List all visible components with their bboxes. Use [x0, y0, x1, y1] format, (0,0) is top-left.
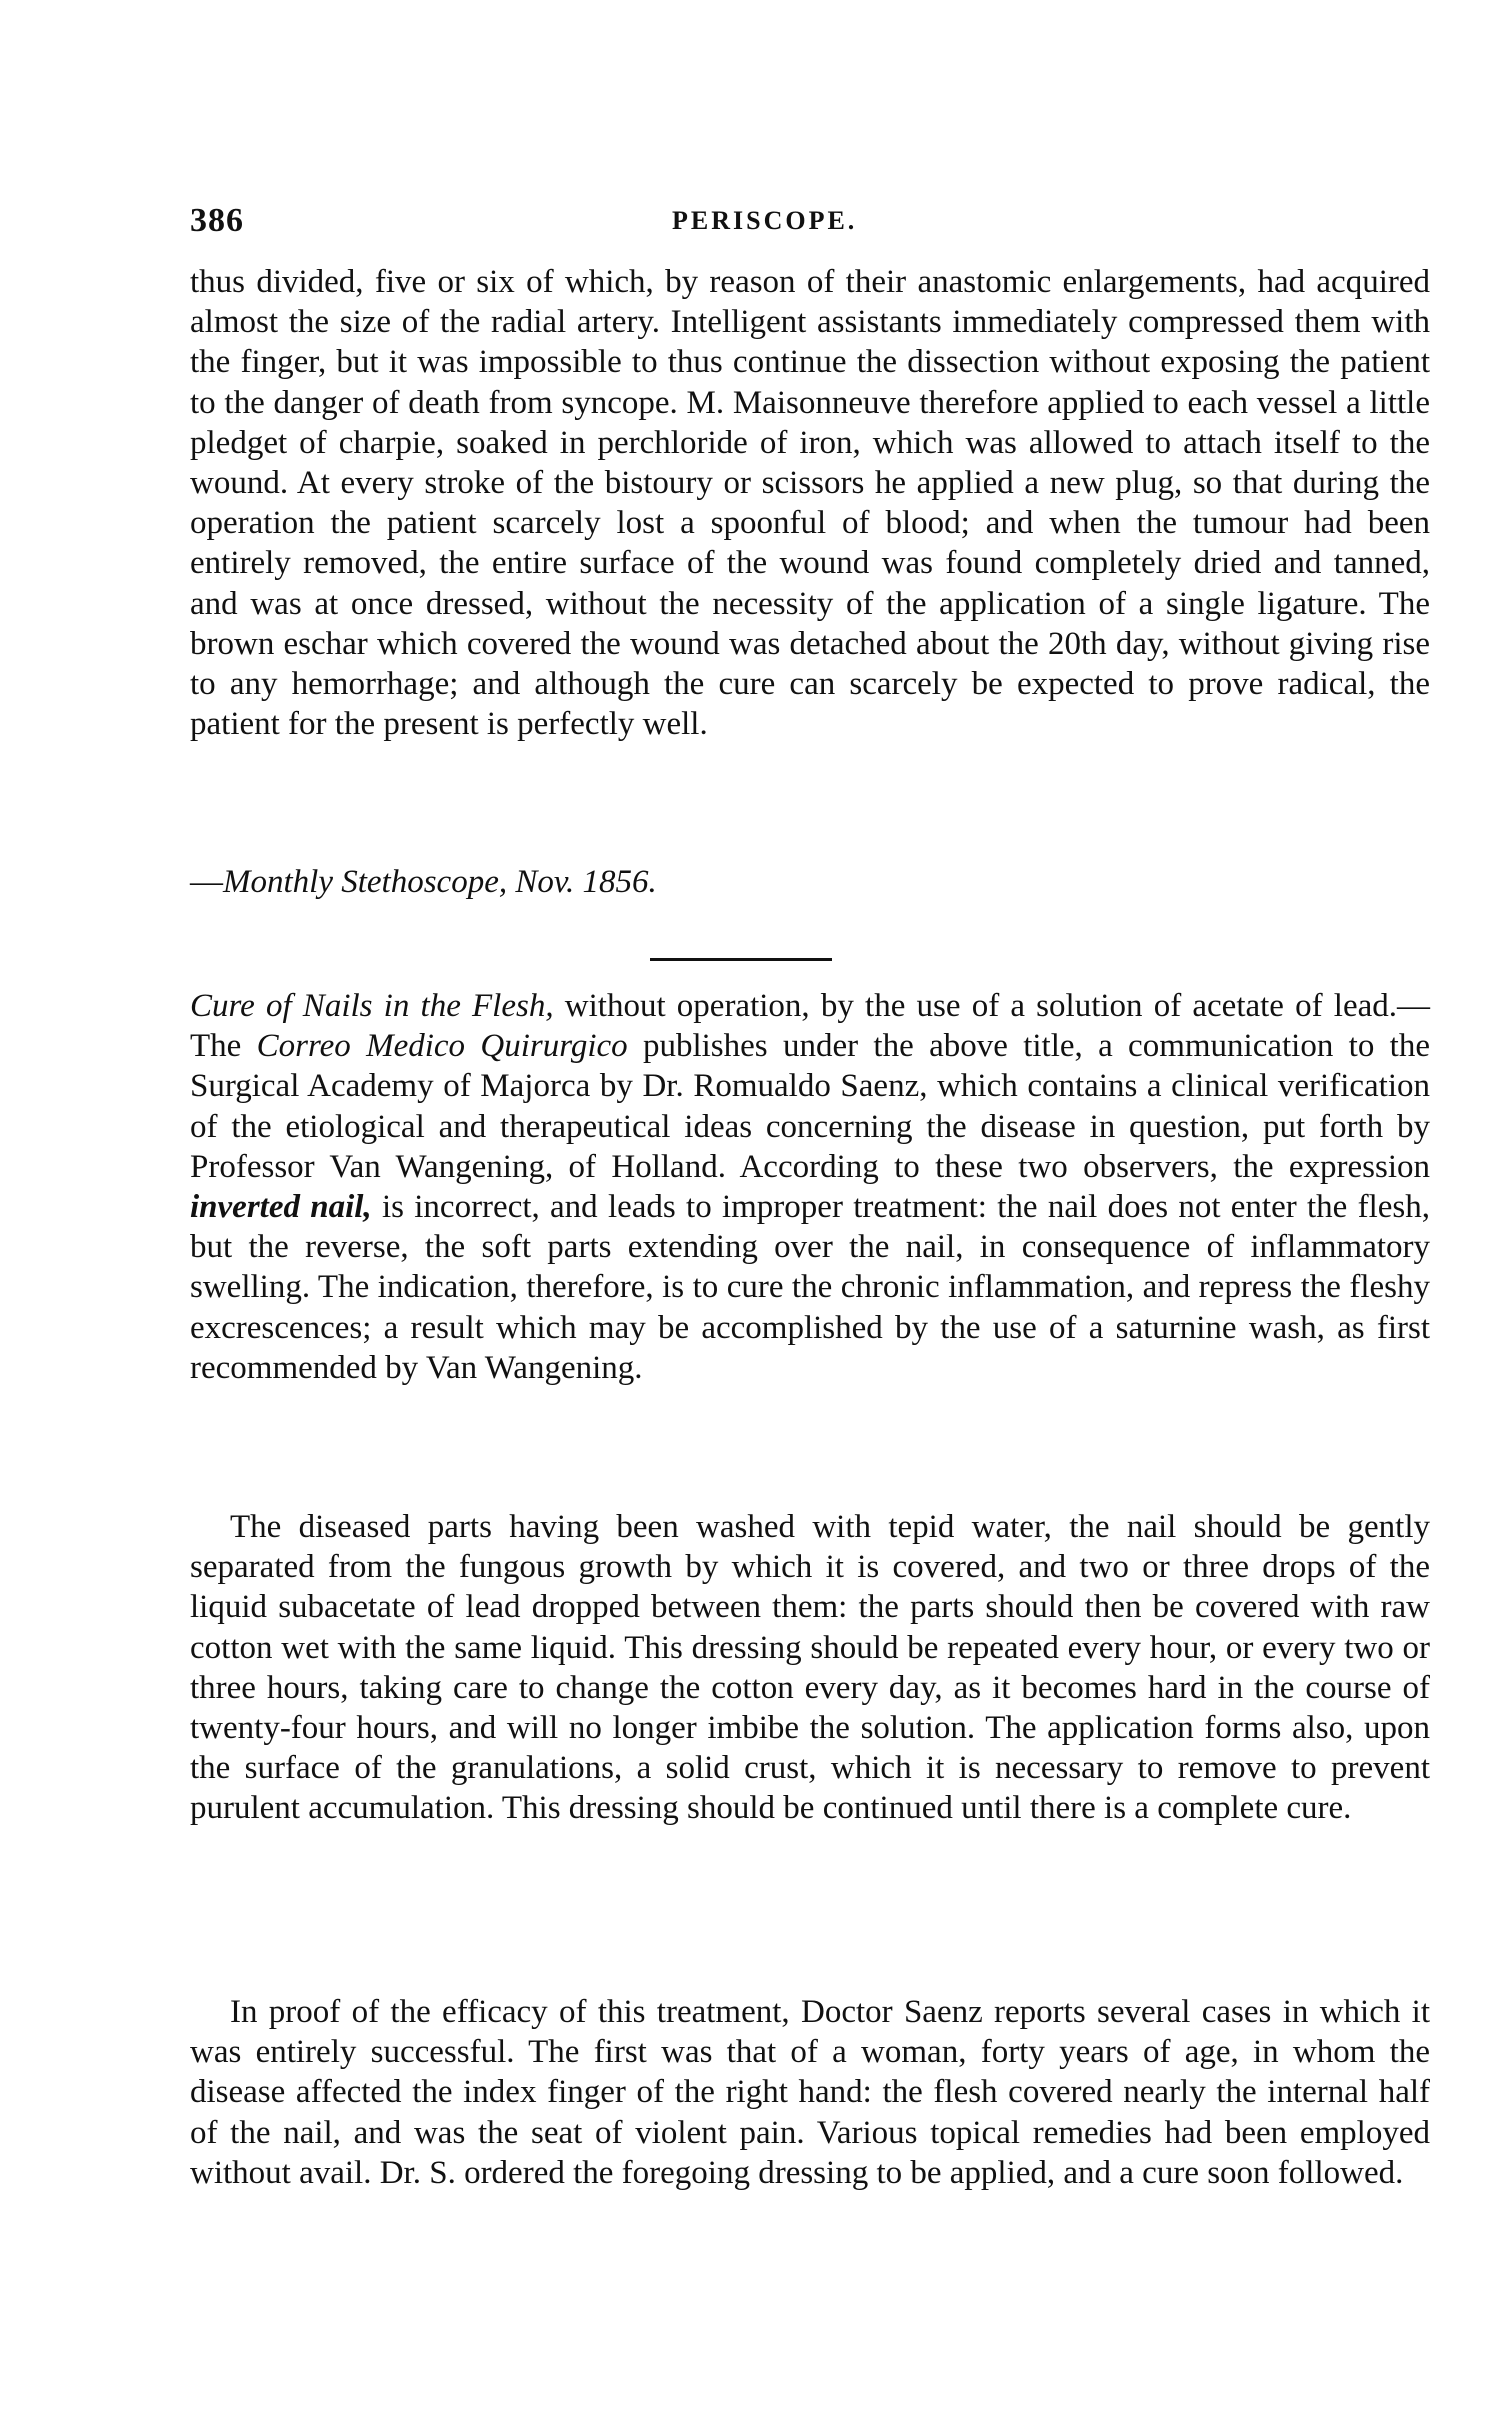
- article1-source: [190, 864, 657, 901]
- page-number: 386: [190, 202, 244, 239]
- article2-title: Cure of Nails in the Flesh,: [190, 988, 554, 1024]
- source-date: Nov. 1856.: [515, 864, 657, 900]
- article2-journal: Correo Medico Quirurgico: [256, 1028, 628, 1065]
- article1-paragraph: thus divided, five or six of which, by reason of their anastomic enlargements, had acquired almost the size of the radial artery. Intelligent assistants immediately compressed them with the finger, but it was impossible to thus continue the dissection without exposing the patient to the danger of death from syncope. M. Maisonneuve therefore applied to each vessel a little pledget of charpie, soaked in perchloride of iron, which was allowed to attach itself to the wound. At every stroke of the bistoury or scissors he applied a new plug, so that during the operation the patient scarcely lost a spoonful of blood; and when the tumour had been entirely removed, the entire surface of the wound was found completely dried and tanned, and was at once dressed, without the necessity of the application of a single ligature. The brown eschar which covered the wound was detached about the 20th day, without giving rise to any hemorrhage; and although the cure can scarcely be expected to prove radical, the patient for the present is perfectly well.: [190, 264, 1430, 743]
- running-title: PERISCOPE.: [672, 206, 858, 235]
- article2-paragraph-1: [190, 986, 1430, 1388]
- article2-paragraph-3: In proof of the efficacy of this treatment, Doctor Saenz reports several cases in which it was entirely successful. The first was that of a woman, forty years of age, in whom the disease affected the index finger of the right hand: the flesh covered nearly the internal half of the nail, and was the seat of violent pain. Various topical remedies had been employed without avail. Dr. S. ordered the foregoing dressing to be applied, and a cure soon followed.: [190, 1994, 1430, 2191]
- article2-p1-rest: publishes under the above title, a communication to the Surgical Academy of Majorca by Dr. Romualdo Saenz, which contains a clinical verification of the etiological and therapeutical ideas concerning the disease in question, put forth by Professor Van Wangening, of Holland. According to these two observers, the expression: [190, 1028, 1430, 1185]
- source-journal: Monthly Stethoscope,: [223, 864, 508, 900]
- source-dash: —: [190, 864, 223, 900]
- article2-paragraph-2: The diseased parts having been washed with tepid water, the nail should be gently separated from the fungous growth by which it is covered, and two or three drops of the liquid subacetate of lead dropped between them: the parts should then be covered with raw cotton wet with the same liquid. This dressing should be repeated every hour, or every two or three hours, taking care to change the cotton every day, as it becomes hard in the course of twenty-four hours, and will no longer imbibe the solution. The application forms also, upon the surface of the granulations, a solid crust, which it is necessary to remove to prevent purulent accumulation. This dressing should be continued until there is a complete cure.: [190, 1509, 1430, 1827]
- section-divider: [650, 958, 832, 961]
- article2-intro: without operation, by the use of a solution of acetate of lead.—The: [190, 988, 1431, 1065]
- article2-p1-end: is incorrect, and leads to improper treatment: the nail does not enter the flesh, but the reverse, the soft parts extending over the nail, in consequence of inflammatory swelling. The indication, therefore, is to cure the chronic inflammation, and repress the fleshy excrescences; a result which may be accomplished by the use of a saturnine wash, as first recommended by Van Wangening.: [190, 1189, 1430, 1386]
- article2-term: inverted nail,: [190, 1189, 372, 1226]
